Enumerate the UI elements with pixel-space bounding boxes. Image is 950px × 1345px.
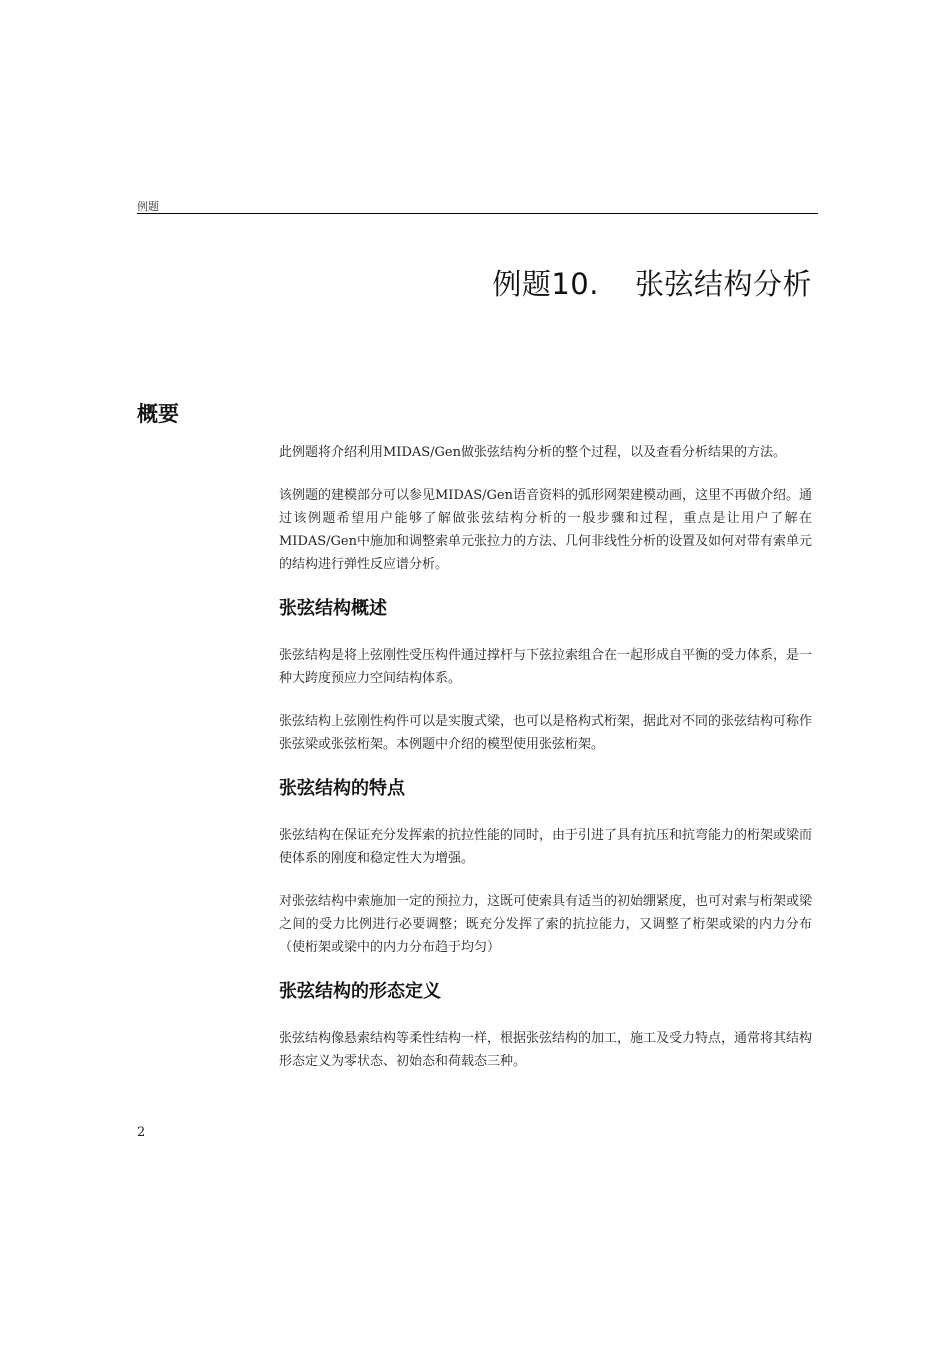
overview-heading: 张弦结构概述 xyxy=(279,598,387,619)
features-paragraph-1: 张弦结构在保证充分发挥索的抗拉性能的同时，由于引进了具有抗压和抗弯能力的桁架或梁而使体系的刚度和稳定性大为增强。 xyxy=(279,828,813,866)
running-header: 例题 xyxy=(137,200,159,213)
features-paragraph-2: 对张弦结构中索施加一定的预拉力，这既可使索具有适当的初始绷紧度，也可对索与桁架或梁之间的受力比例进行必要调整；既充分发挥了索的抗拉能力，又调整了桁架或梁的内力分布（使桁架或梁中的内力分布趋于均匀） xyxy=(279,894,813,955)
overview-paragraph-1: 张弦结构是将上弦刚性受压构件通过撑杆与下弦拉索组合在一起形成自平衡的受力体系，是一种大跨度预应力空间结构体系。 xyxy=(279,648,813,686)
overview-paragraph-2: 张弦结构上弦刚性构件可以是实腹式梁，也可以是格构式桁架，据此对不同的张弦结构可称作张弦梁或张弦桁架。本例题中介绍的模型使用张弦桁架。 xyxy=(279,714,813,752)
body-content xyxy=(279,441,812,1093)
page-number: 2 xyxy=(137,1125,146,1140)
intro-paragraph-2: 该例题的建模部分可以参见MIDAS/Gen语音资料的弧形网架建模动画，这里不再做介绍。通过该例题希望用户能够了解做张弦结构分析的一般步骤和过程，重点是让用户了解在MIDAS/Gen中施加和调整索单元张拉力的方法、几何非线性分析的设置及如何对带有索单元的结构进行弹性反应谱分析。 xyxy=(279,488,812,572)
section-heading: 概要 xyxy=(137,402,179,426)
chapter-title-text: 张弦结构分析 xyxy=(634,267,812,301)
features-heading: 张弦结构的特点 xyxy=(279,778,405,799)
header-rule xyxy=(137,213,818,214)
definition-heading: 张弦结构的形态定义 xyxy=(279,981,441,1002)
chapter-title xyxy=(492,262,812,303)
chapter-number: 例题10. xyxy=(492,267,599,301)
definition-paragraph-1: 张弦结构像悬索结构等柔性结构一样，根据张弦结构的加工，施工及受力特点，通常将其结构形态定义为零状态、初始态和荷载态三种。 xyxy=(279,1031,813,1069)
intro-paragraph-1: 此例题将介绍利用MIDAS/Gen做张弦结构分析的整个过程，以及查看分析结果的方法。 xyxy=(279,445,786,460)
